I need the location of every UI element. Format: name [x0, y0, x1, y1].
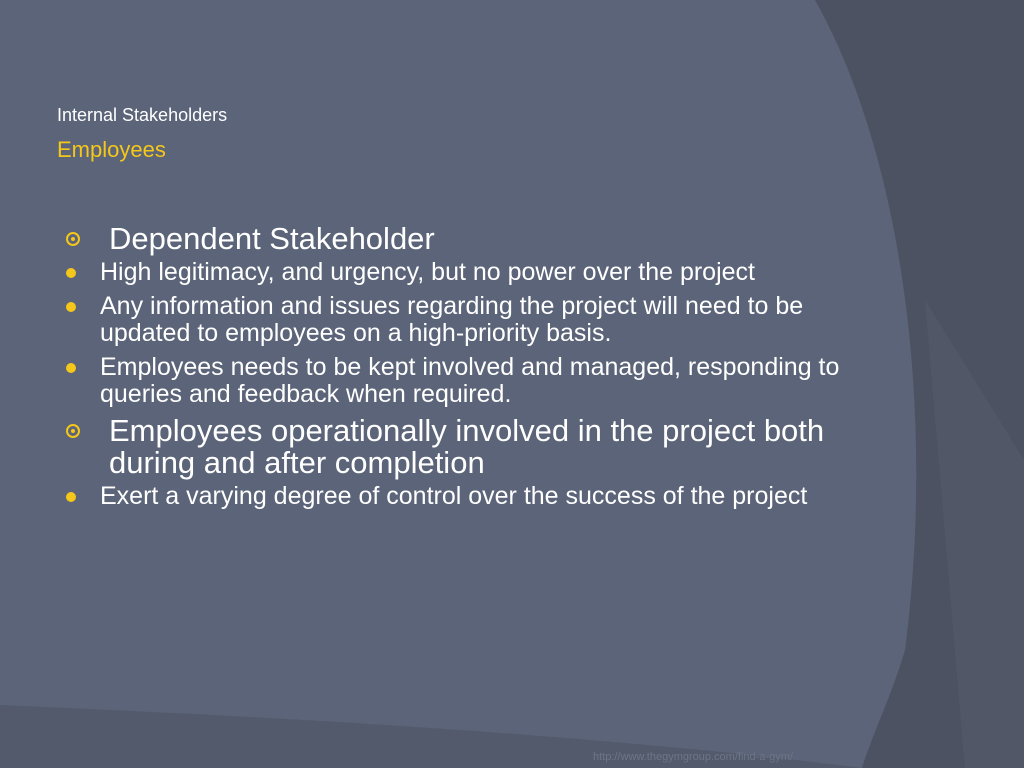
circle-bullet-icon [66, 424, 80, 438]
bullet-list [66, 223, 846, 517]
dot-bullet-icon [66, 363, 76, 373]
slide-title: Employees [57, 137, 166, 162]
sub-bullet-text: Exert a varying degree of control over the success of the project [100, 482, 808, 510]
sub-bullet-list [66, 259, 846, 408]
dot-bullet-icon [66, 268, 76, 278]
dot-bullet-icon [66, 492, 76, 502]
sub-bullet-item [66, 483, 846, 510]
sub-bullet-text: Any information and issues regarding the project will need to be updated to employees on a high-priority basis. [100, 292, 804, 347]
slide-subtitle: Internal Stakeholders [57, 105, 228, 125]
image-credit-link[interactable]: http://www.thegymgroup.com/find-a-gym/ [593, 751, 793, 763]
sub-bullet-text: High legitimacy, and urgency, but no power over the project [100, 258, 755, 286]
sub-bullet-item [66, 354, 846, 408]
bullet-text: Dependent Stakeholder [109, 221, 435, 256]
bullet-item [66, 415, 846, 479]
sub-bullet-text: Employees needs to be kept involved and managed, responding to queries and feedback when required. [100, 353, 840, 408]
sub-bullet-item [66, 259, 846, 286]
circle-bullet-icon [66, 232, 80, 246]
sub-bullet-item [66, 293, 846, 347]
sub-bullet-list [66, 483, 846, 510]
dot-bullet-icon [66, 302, 76, 312]
bullet-item [66, 223, 846, 255]
bullet-text: Employees operationally involved in the project both during and after completion [109, 413, 825, 480]
